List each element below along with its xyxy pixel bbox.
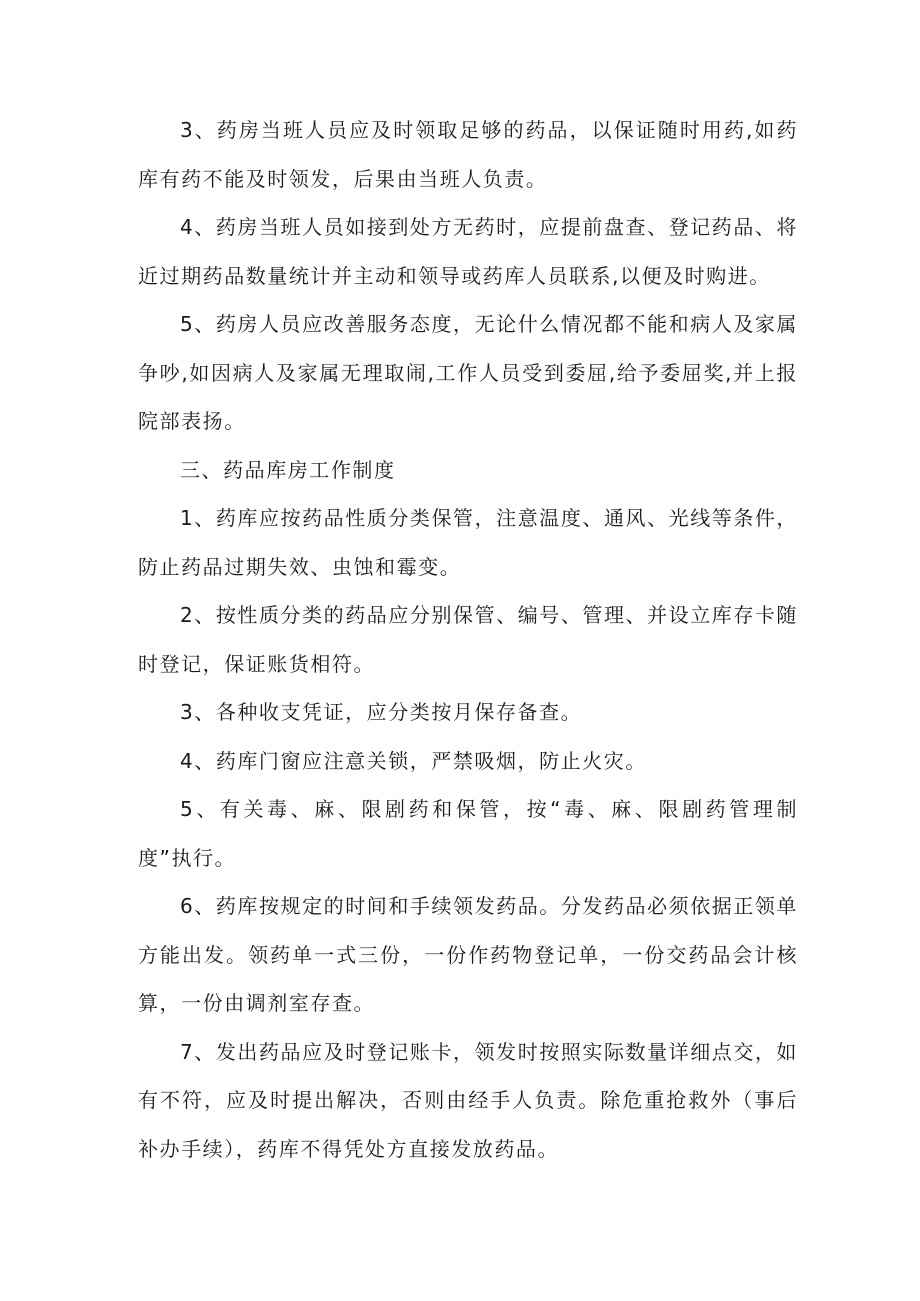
paragraph-pharmacy-rule-4: 4、药房当班人员如接到处方无药时，应提前盘查、登记药品、将近过期药品数量统计并主动和领导或药库人员联系,以便及时购进。 [138, 215, 798, 288]
paragraph-pharmacy-rule-5: 5、药房人员应改善服务态度，无论什么情况都不能和病人及家属争吵,如因病人及家属无理取闹,工作人员受到委屈,给予委屈奖,并上报院部表扬。 [138, 312, 798, 433]
paragraph-storage-rule-7: 7、发出药品应及时登记账卡，领发时按照实际数量详细点交，如有不符，应及时提出解决，否则由经手人负责。除危重抢救外（事后补办手续），药库不得凭处方直接发放药品。 [138, 1039, 798, 1161]
paragraph-storage-rule-4: 4、药库门窗应注意关锁，严禁吸烟，防止火灾。 [180, 748, 647, 773]
paragraph-pharmacy-rule-3: 3、药房当班人员应及时领取足够的药品，以保证随时用药,如药库有药不能及时领发，后果由当班人负责。 [138, 118, 798, 191]
document-body [138, 106, 798, 1173]
paragraph-storage-rule-1: 1、药库应按药品性质分类保管，注意温度、通风、光线等条件，防止药品过期失效、虫蚀和霉变。 [138, 506, 798, 579]
paragraph-storage-rule-2: 2、按性质分类的药品应分别保管、编号、管理、并设立库存卡随时登记，保证账货相符。 [138, 603, 798, 676]
paragraph-storage-rule-6: 6、药库按规定的时间和手续领发药品。分发药品必须依据正领单方能出发。领药单一式三份，一份作药物登记单，一份交药品会计核算，一份由调剂室存查。 [138, 894, 798, 1015]
paragraph-storage-rule-5: 5、有关毒、麻、限剧药和保管，按“毒、麻、限剧药管理制度”执行。 [138, 797, 798, 870]
section-heading-storage-rules: 三、药品库房工作制度 [180, 457, 396, 482]
paragraph-storage-rule-3: 3、各种收支凭证，应分类按月保存备查。 [180, 700, 583, 724]
